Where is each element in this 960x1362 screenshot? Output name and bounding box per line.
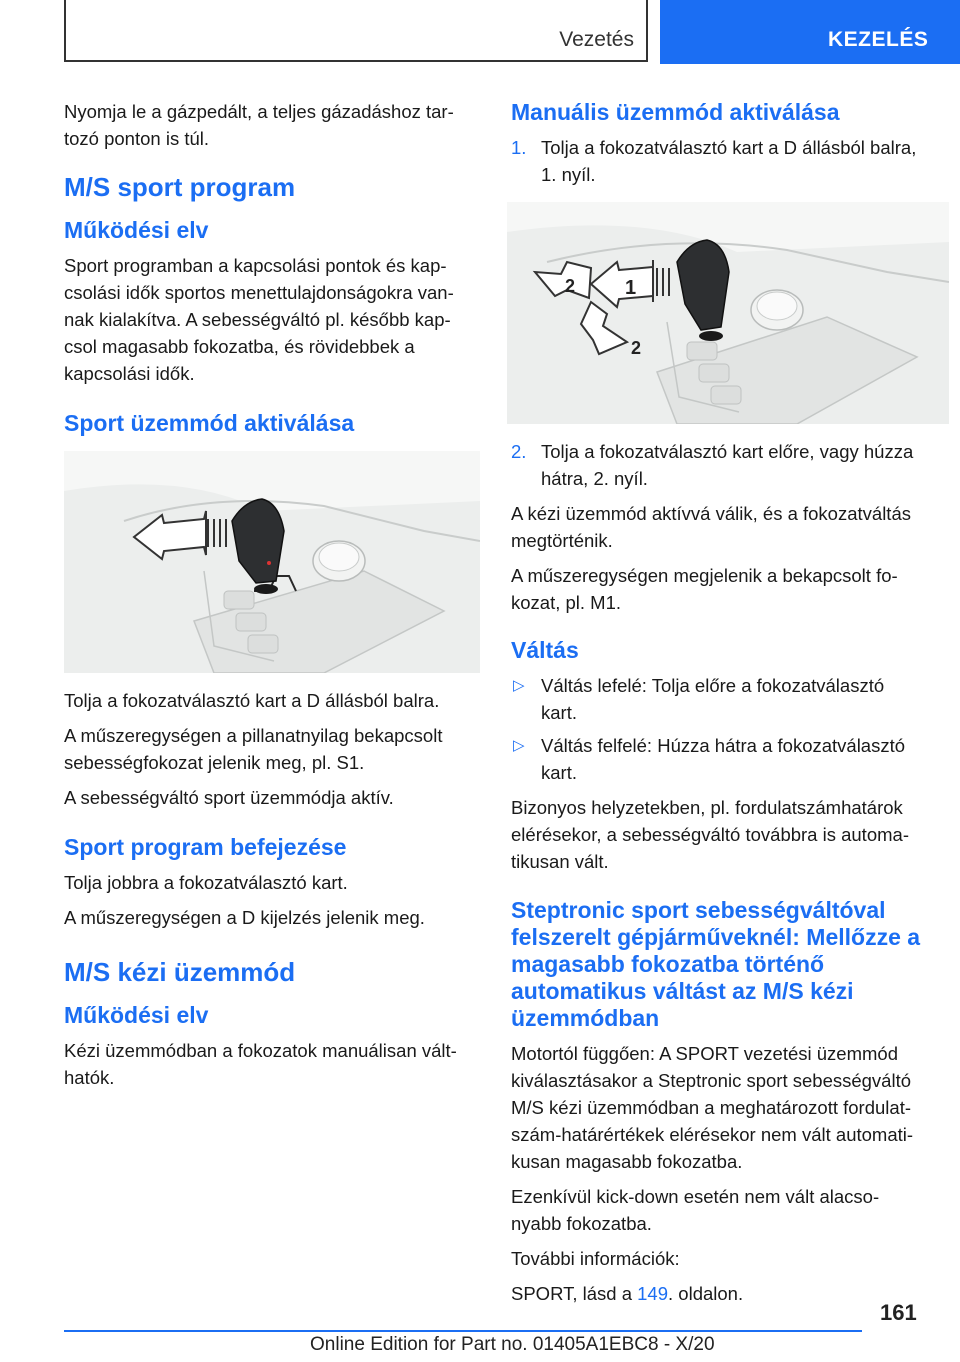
paragraph-manual-display: A műszeregységen megjelenik a bekapcsolt fo-kozat, pl. M1. <box>511 565 898 613</box>
paragraph-steptronic-2: Ezenkívül kick-down esetén nem vált alacso-nyabb fokozatba. <box>511 1186 880 1234</box>
list-item-step-1 <box>511 134 925 188</box>
triangle-bullet-icon: ▷ <box>513 737 525 754</box>
header-chapter-tab[interactable] <box>660 0 960 64</box>
figure-gear-selector-sport <box>64 451 480 673</box>
header-section-box <box>64 0 648 62</box>
paragraph-sport-reference <box>511 1280 925 1307</box>
footer-divider <box>64 1330 862 1332</box>
heading-ms-manual-mode: M/S kézi üzemmód <box>64 957 296 987</box>
heading-sport-activation: Sport üzemmód aktiválása <box>64 410 355 436</box>
footer-edition-text: Online Edition for Part no. 01405A1EBC8 - X/20 <box>310 1334 715 1355</box>
paragraph-sport-display: A műszeregységen a pillanatnyilag bekapcsolt sebességfokozat jelenik meg, pl. S1. <box>64 725 443 773</box>
shift-bullets <box>511 672 925 786</box>
bullet-text: Váltás lefelé: Tolja előre a fokozatválasztó kart. <box>541 675 885 723</box>
reference-suffix: . oldalon. <box>668 1283 744 1304</box>
step-text: Tolja a fokozatválasztó kart előre, vagy húzza hátra, 2. nyíl. <box>541 441 914 489</box>
step-text: Tolja a fokozatválasztó kart a D állásból balra, 1. nyíl. <box>541 137 917 185</box>
paragraph-manual-principle: Kézi üzemmódban a fokozatok manuálisan vált-hatók. <box>64 1040 457 1088</box>
list-item-shift-down <box>511 672 925 726</box>
figure-label-arrow-1: 1 <box>625 277 637 299</box>
page-reference-link[interactable]: 149 <box>637 1283 669 1304</box>
paragraph-sport-principle: Sport programban a kapcsolási pontok és kap-csolási idők sportos menettulajdonságokra van-nak kialakítva. A sebességváltó pl. később kap-csol magasabb fokozatba, és rövidebbek a kapcsolási idők. <box>64 255 454 384</box>
paragraph-auto-shift: Bizonyos helyzetekben, pl. fordulatszámhatárok elérésekor, a sebességváltó továbbra is automa-tikusan vált. <box>511 797 909 872</box>
list-item-shift-up <box>511 732 925 786</box>
heading-ms-sport-program: M/S sport program <box>64 172 296 202</box>
paragraph-manual-active: A kézi üzemmód aktívvá válik, és a fokozatváltás megtörténik. <box>511 503 911 551</box>
paragraph-end-step: Tolja jobbra a fokozatválasztó kart. <box>64 872 348 893</box>
figure-gear-selector-manual <box>507 202 949 424</box>
bullet-text: Váltás felfelé: Húzza hátra a fokozatválasztó kart. <box>541 735 906 783</box>
heading-mukodesi-elv-1: Működési elv <box>64 217 209 243</box>
list-item-step-2 <box>511 438 925 492</box>
header-section-title: Vezetés <box>559 28 634 51</box>
paragraph-steptronic-1: Motortól függően: A SPORT vezetési üzemmód kiválasztásakor a Steptronic sport sebességváltó M/S kézi üzemmódban a meghatározott fordulat-szám-határértékek elérésekor nem vált automati-kusan magasabb fokozatba. <box>511 1043 914 1172</box>
header-chapter-title: KEZELÉS <box>828 28 929 51</box>
paragraph-sport-step: Tolja a fokozatválasztó kart a D állásból balra. <box>64 690 440 711</box>
left-column <box>64 98 464 1099</box>
paragraph-more-info: További információk: <box>511 1248 680 1269</box>
paragraph-end-display: A műszeregységen a D kijelzés jelenik meg. <box>64 907 425 928</box>
step-number: 1. <box>511 137 527 158</box>
page-number: 161 <box>880 1300 917 1325</box>
intro-paragraph: Nyomja le a gázpedált, a teljes gázadáshoz tar-tozó ponton is túl. <box>64 101 454 149</box>
heading-sport-end: Sport program befejezése <box>64 834 347 860</box>
figure-label-arrow-2b: 2 <box>631 338 642 358</box>
triangle-bullet-icon: ▷ <box>513 677 525 694</box>
steps-list-2 <box>511 438 925 492</box>
paragraph-sport-active: A sebességváltó sport üzemmódja aktív. <box>64 787 394 808</box>
heading-mukodesi-elv-2: Működési elv <box>64 1002 209 1028</box>
steps-list-1 <box>511 134 925 188</box>
right-column <box>511 98 925 1315</box>
figure-label-arrow-2a: 2 <box>565 276 576 296</box>
step-number: 2. <box>511 441 527 462</box>
heading-steptronic: Steptronic sport sebességváltóval felszerelt gépjárműveknél: Mellőzze a magasabb fokozatba történő automatikus váltást az M/S kézi üzemmódban <box>511 897 921 1031</box>
heading-manual-activation: Manuális üzemmód aktiválása <box>511 99 840 125</box>
heading-valtas: Váltás <box>511 637 579 663</box>
reference-prefix: SPORT, lásd a <box>511 1283 638 1304</box>
